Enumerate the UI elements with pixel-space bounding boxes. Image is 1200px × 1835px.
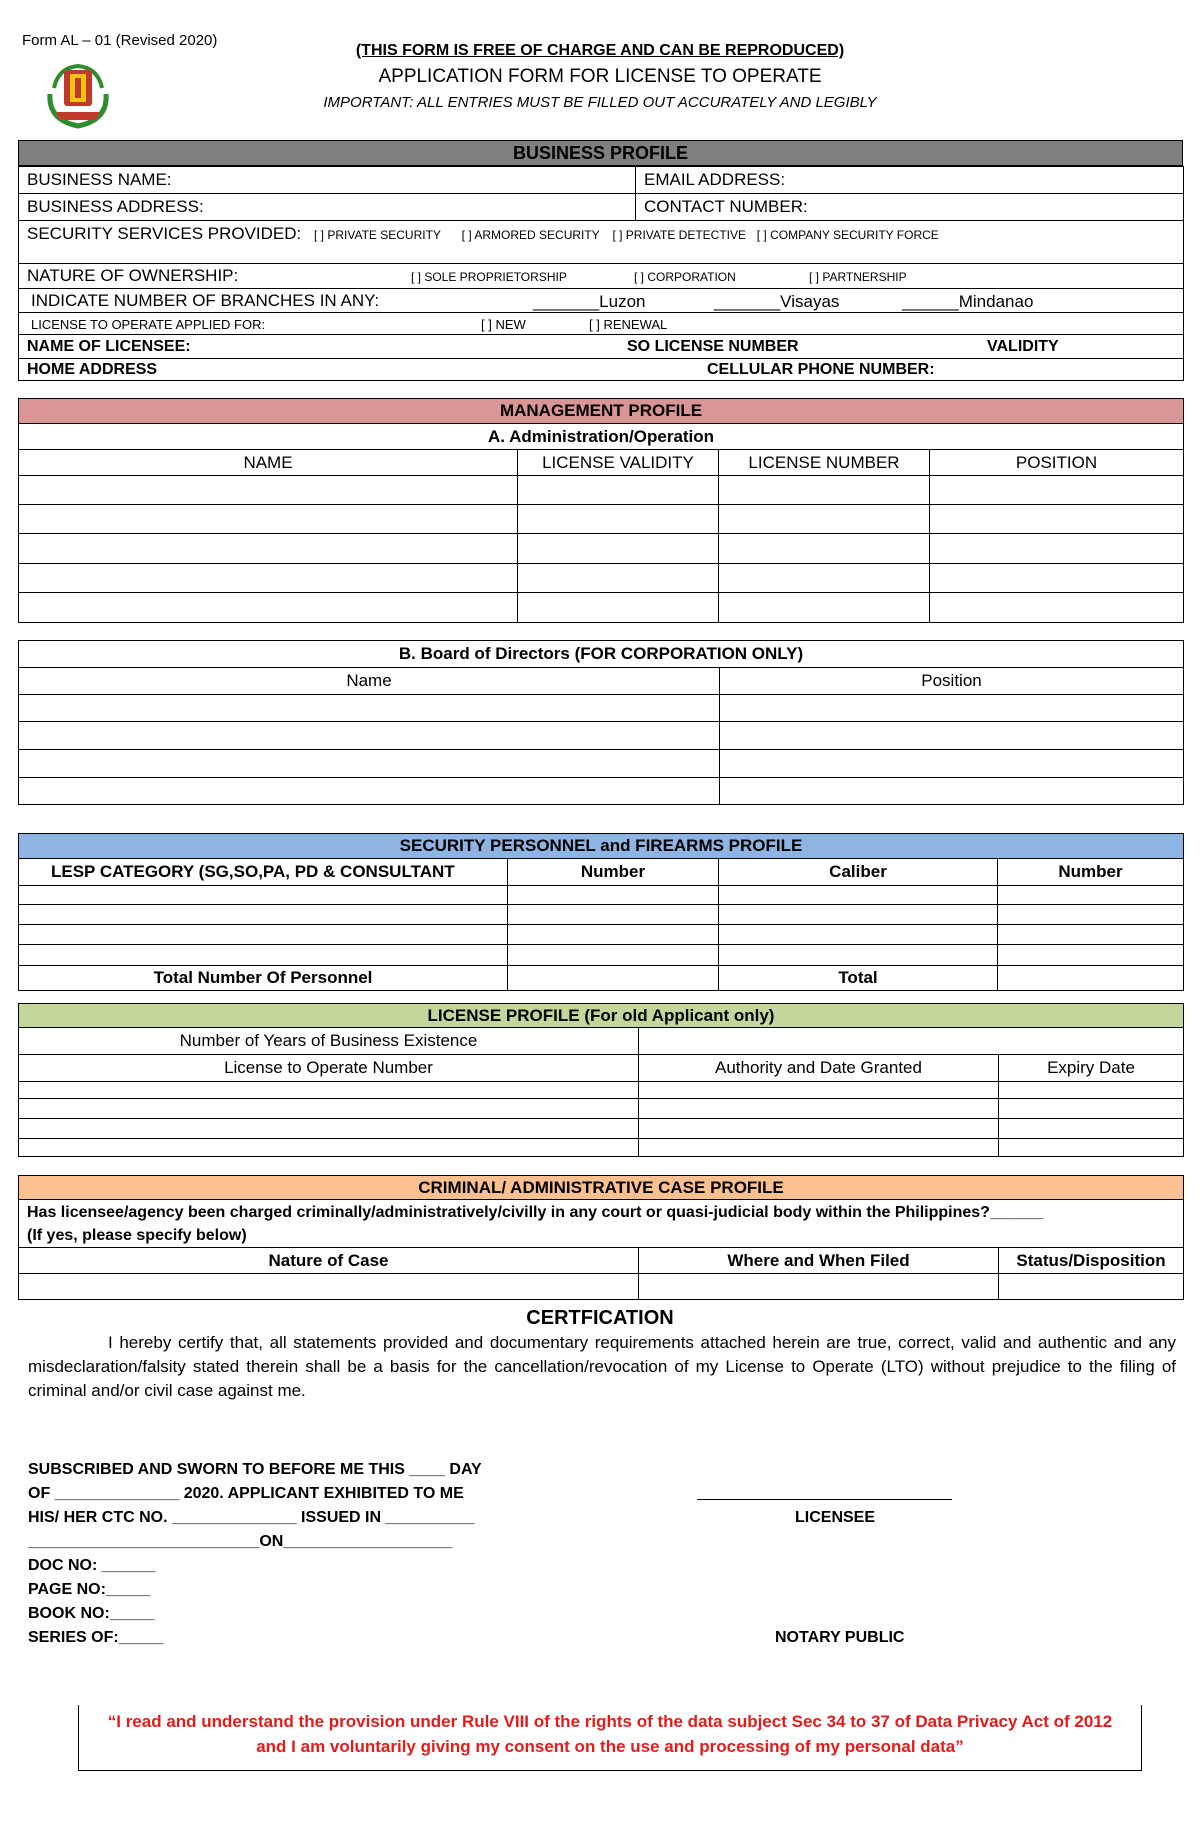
lto-applied-label: LICENSE TO OPERATE APPLIED FOR: (31, 316, 266, 332)
personnel-cell[interactable] (19, 905, 508, 925)
total-personnel-value[interactable] (508, 966, 719, 991)
admin-cell[interactable] (19, 593, 518, 623)
admin-cell[interactable] (930, 505, 1184, 534)
table-row (19, 945, 1184, 966)
table-row (19, 722, 1184, 750)
option-partnership[interactable]: [ ] PARTNERSHIP (809, 270, 907, 284)
ownership-label: NATURE OF OWNERSHIP: (27, 266, 239, 285)
personnel-col-number: Number (508, 859, 719, 886)
option-corporation[interactable]: [ ] CORPORATION (634, 270, 736, 284)
doc-no: DOC NO: ______ (28, 1557, 156, 1574)
admin-cell[interactable] (930, 593, 1184, 623)
board-cell[interactable] (19, 722, 720, 750)
case-col-where-when: Where and When Filed (639, 1248, 999, 1274)
table-row (19, 778, 1184, 805)
option-company-security-force[interactable]: [ ] COMPANY SECURITY FORCE (756, 228, 939, 242)
table-row (19, 1119, 1184, 1139)
criminal-question-row[interactable] (19, 1200, 1184, 1248)
ownership-row (19, 264, 1184, 289)
personnel-cell[interactable] (998, 925, 1184, 945)
option-renewal[interactable]: [ ] RENEWAL (589, 317, 668, 332)
admin-cell[interactable] (19, 534, 518, 564)
notary-line-1: SUBSCRIBED AND SWORN TO BEFORE ME THIS ____ DAY (28, 1461, 482, 1478)
table-row (19, 1099, 1184, 1119)
branches-visayas[interactable]: _______Visayas (714, 292, 840, 311)
option-new[interactable]: [ ] NEW (481, 317, 526, 332)
admin-col-license-number: LICENSE NUMBER (719, 450, 930, 476)
security-services-label: SECURITY SERVICES PROVIDED: (27, 224, 302, 243)
license-cell[interactable] (639, 1099, 999, 1119)
board-cell[interactable] (720, 778, 1184, 805)
free-notice: (THIS FORM IS FREE OF CHARGE AND CAN BE REPRODUCED) (355, 42, 845, 59)
admin-cell[interactable] (930, 564, 1184, 593)
case-cell[interactable] (999, 1274, 1184, 1300)
email-field[interactable] (636, 167, 1184, 194)
email-label: EMAIL ADDRESS: (644, 170, 786, 189)
board-cell[interactable] (720, 722, 1184, 750)
admin-cell[interactable] (930, 534, 1184, 564)
admin-cell[interactable] (19, 564, 518, 593)
table-row (19, 1082, 1184, 1099)
license-profile-table (18, 1003, 1184, 1157)
board-cell[interactable] (720, 695, 1184, 722)
business-address-field[interactable] (19, 194, 636, 221)
case-col-status: Status/Disposition (999, 1248, 1184, 1274)
licensee-name-label: NAME OF LICENSEE: (27, 337, 191, 355)
admin-cell[interactable] (719, 564, 930, 593)
personnel-cell[interactable] (719, 905, 998, 925)
table-row (19, 593, 1184, 623)
notary-block (28, 1458, 482, 1650)
table-row (19, 476, 1184, 505)
board-of-directors-table (18, 640, 1184, 805)
notary-line-3: HIS/ HER CTC NO. ______________ ISSUED IN __________ (28, 1509, 475, 1526)
license-cell[interactable] (19, 1099, 639, 1119)
branches-mindanao[interactable]: ______Mindanao (902, 292, 1034, 311)
personnel-cell[interactable] (19, 925, 508, 945)
personnel-cell[interactable] (998, 945, 1184, 966)
admin-cell[interactable] (518, 476, 719, 505)
years-existence-label: Number of Years of Business Existence (19, 1028, 639, 1055)
management-admin-table (18, 398, 1184, 623)
notary-line-2: OF ______________ 2020. APPLICANT EXHIBITED TO ME (28, 1485, 464, 1502)
admin-cell[interactable] (719, 593, 930, 623)
security-services-row (19, 221, 1184, 264)
license-cell[interactable] (999, 1099, 1184, 1119)
admin-cell[interactable] (518, 534, 719, 564)
home-address-label: HOME ADDRESS (27, 360, 158, 378)
board-cell[interactable] (19, 778, 720, 805)
option-sole-proprietorship[interactable]: [ ] SOLE PROPRIETORSHIP (411, 270, 567, 284)
page-no: PAGE NO:_____ (28, 1581, 151, 1598)
personnel-cell[interactable] (508, 945, 719, 966)
consent-line-2: and I am voluntarily giving my consent on the use and processing of my personal data” (256, 1737, 964, 1756)
admin-cell[interactable] (19, 505, 518, 534)
book-no: BOOK NO:_____ (28, 1605, 155, 1622)
admin-col-position: POSITION (930, 450, 1184, 476)
notary-public-label: NOTARY PUBLIC (775, 1629, 905, 1646)
personnel-profile-header: SECURITY PERSONNEL and FIREARMS PROFILE (19, 834, 1184, 859)
branches-label: INDICATE NUMBER OF BRANCHES IN ANY: (31, 290, 380, 310)
licensee-signature-line[interactable] (697, 1499, 952, 1500)
table-row (19, 905, 1184, 925)
so-license-label: SO LICENSE NUMBER (627, 338, 799, 355)
case-cell[interactable] (19, 1274, 639, 1300)
license-cell[interactable] (639, 1082, 999, 1099)
business-address-label: BUSINESS ADDRESS: (27, 197, 204, 216)
license-col-expiry: Expiry Date (999, 1055, 1184, 1082)
branches-luzon[interactable]: _______Luzon (533, 292, 646, 311)
case-col-nature: Nature of Case (19, 1248, 639, 1274)
consent-line-1: “I read and understand the provision under Rule VIII of the rights of the data subject Sec 34 to 37 of Data Privacy Act of 2012 (107, 1712, 1113, 1731)
criminal-question: Has licensee/agency been charged criminally/administratively/civilly in any court or quasi-judicial body within the Philippines?______ (27, 1203, 1044, 1221)
personnel-col-firearm-number: Number (998, 859, 1184, 886)
validity-label: VALIDITY (987, 338, 1059, 355)
table-row (19, 505, 1184, 534)
board-col-name: Name (19, 668, 720, 695)
license-cell[interactable] (999, 1139, 1184, 1157)
admin-cell[interactable] (719, 476, 930, 505)
board-cell[interactable] (19, 750, 720, 778)
table-row (19, 750, 1184, 778)
license-cell[interactable] (19, 1139, 639, 1157)
cellular-label: CELLULAR PHONE NUMBER: (707, 361, 935, 378)
table-row (19, 1274, 1184, 1300)
business-name-field[interactable] (19, 167, 636, 194)
admin-subtitle: A. Administration/Operation (19, 424, 1184, 450)
table-row (19, 1139, 1184, 1157)
criminal-case-table (18, 1175, 1184, 1300)
admin-cell[interactable] (719, 505, 930, 534)
years-existence-field[interactable] (639, 1028, 1184, 1055)
option-private-detective[interactable]: [ ] PRIVATE DETECTIVE (612, 228, 747, 242)
admin-cell[interactable] (19, 476, 518, 505)
business-profile-title: BUSINESS PROFILE (512, 143, 689, 163)
personnel-cell[interactable] (508, 905, 719, 925)
personnel-cell[interactable] (719, 945, 998, 966)
management-profile-header: MANAGEMENT PROFILE (19, 399, 1184, 424)
contact-number-field[interactable] (636, 194, 1184, 221)
license-cell[interactable] (999, 1119, 1184, 1139)
option-armored-security[interactable]: [ ] ARMORED SECURITY (461, 228, 600, 242)
table-row (19, 695, 1184, 722)
branches-row (19, 289, 1184, 313)
license-cell[interactable] (999, 1082, 1184, 1099)
admin-cell[interactable] (518, 564, 719, 593)
total-personnel-label: Total Number Of Personnel (19, 966, 508, 991)
admin-col-name: NAME (19, 450, 518, 476)
license-col-number: License to Operate Number (19, 1055, 639, 1082)
business-name-label: BUSINESS NAME: (27, 170, 172, 189)
board-col-position: Position (720, 668, 1184, 695)
case-cell[interactable] (639, 1274, 999, 1300)
business-profile-header (18, 140, 1183, 166)
license-col-authority: Authority and Date Granted (639, 1055, 999, 1082)
business-profile-table (18, 166, 1184, 381)
personnel-cell[interactable] (719, 925, 998, 945)
licensee-row (19, 335, 1184, 359)
certification-text: I hereby certify that, all statements provided and documentary requirements attached herein are true, correct, valid and authentic and any misdeclaration/falsity stated therein shall be a basis for the cancellation/revocation of my License to Operate (LTO) without prejudice to the filing of criminal and/or civil case against me. (28, 1333, 1176, 1400)
admin-col-license-validity: LICENSE VALIDITY (518, 450, 719, 476)
license-cell[interactable] (19, 1119, 639, 1139)
board-cell[interactable] (19, 695, 720, 722)
personnel-cell[interactable] (508, 886, 719, 905)
form-title: APPLICATION FORM FOR LICENSE TO OPERATE (378, 66, 822, 87)
personnel-cell[interactable] (508, 925, 719, 945)
personnel-col-caliber: Caliber (719, 859, 998, 886)
personnel-table (18, 833, 1184, 991)
important-notice: IMPORTANT: ALL ENTRIES MUST BE FILLED OUT ACCURATELY AND LEGIBLY (323, 94, 877, 111)
personnel-cell[interactable] (998, 886, 1184, 905)
form-code: Form AL – 01 (Revised 2020) (22, 32, 218, 49)
criminal-profile-header: CRIMINAL/ ADMINISTRATIVE CASE PROFILE (19, 1176, 1184, 1200)
table-row (19, 534, 1184, 564)
series-of: SERIES OF:_____ (28, 1629, 164, 1646)
license-profile-header: LICENSE PROFILE (For old Applicant only) (19, 1004, 1184, 1028)
personnel-col-category: LESP CATEGORY (SG,SO,PA, PD & CONSULTANT (19, 859, 508, 886)
personnel-cell[interactable] (719, 886, 998, 905)
license-cell[interactable] (639, 1139, 999, 1157)
table-row (19, 886, 1184, 905)
home-address-row (19, 359, 1184, 381)
notary-line-4: __________________________ON___________________ (28, 1533, 453, 1550)
contact-number-label: CONTACT NUMBER: (644, 197, 808, 216)
consent-box (78, 1705, 1142, 1771)
certification-title: CERTFICATION (526, 1307, 674, 1329)
table-row (19, 925, 1184, 945)
license-cell[interactable] (639, 1119, 999, 1139)
criminal-specify: (If yes, please specify below) (27, 1226, 247, 1244)
personnel-cell[interactable] (998, 905, 1184, 925)
license-cell[interactable] (19, 1082, 639, 1099)
admin-cell[interactable] (518, 593, 719, 623)
table-row (19, 564, 1184, 593)
board-subtitle: B. Board of Directors (FOR CORPORATION ONLY) (19, 641, 1184, 668)
board-cell[interactable] (720, 750, 1184, 778)
admin-cell[interactable] (719, 534, 930, 564)
personnel-cell[interactable] (19, 886, 508, 905)
total-label: Total (719, 966, 998, 991)
lto-applied-row (19, 313, 1184, 335)
admin-cell[interactable] (518, 505, 719, 534)
personnel-cell[interactable] (19, 945, 508, 966)
licensee-label: LICENSEE (795, 1509, 876, 1526)
option-private-security[interactable]: [ ] PRIVATE SECURITY (314, 228, 441, 242)
admin-cell[interactable] (930, 476, 1184, 505)
total-value[interactable] (998, 966, 1184, 991)
